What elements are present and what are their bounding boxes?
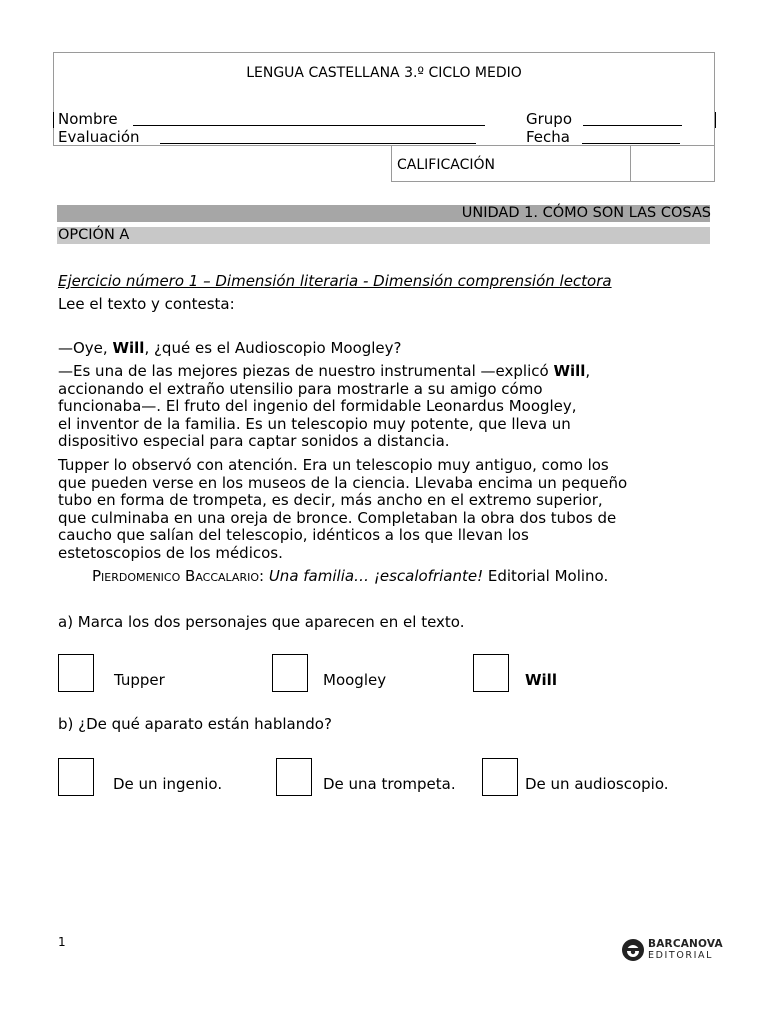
reading-line-4: funcionaba—. El fruto del ingenio del formidable Leonardus Moogley, (58, 397, 577, 416)
subject-title: LENGUA CASTELLANA 3.º CICLO MEDIO (246, 65, 522, 81)
citation-publisher: Editorial Molino. (487, 567, 609, 585)
option-label: OPCIÓN A (58, 227, 130, 243)
exercise-instruction: Lee el texto y contesta: (58, 295, 235, 313)
page-number: 1 (58, 935, 66, 949)
reading-p2-line-1: Tupper lo observó con atención. Era un telescopio muy antiguo, como los (58, 456, 609, 474)
left-tick (53, 112, 54, 128)
unit-title: UNIDAD 1. CÓMO SON LAS COSAS (461, 205, 711, 221)
evaluacion-label: Evaluación (58, 128, 140, 146)
exercise-heading: Ejercicio número 1 – Dimensión literaria - Dimensión comprensión lectora (58, 272, 612, 290)
reading-text: , (585, 362, 591, 380)
calificacion-grade-cell[interactable] (631, 146, 715, 181)
option-bar (57, 227, 710, 244)
reading-line-1 (58, 340, 718, 358)
citation-author: Pierdomenico Baccalario: (92, 567, 265, 585)
reading-line-2 (58, 363, 718, 381)
option-ingenio: De un ingenio. (113, 775, 223, 793)
checkbox-trompeta[interactable] (276, 758, 312, 796)
question-a: a) Marca los dos personajes que aparecen en el texto. (58, 613, 465, 631)
reading-text: —Oye, (58, 339, 113, 357)
option-audioscopio: De un audioscopio. (525, 775, 669, 793)
checkbox-will[interactable] (473, 654, 509, 692)
reading-p2-line-3: tubo en forma de trompeta, es decir, más ancho en el extremo superior, (58, 491, 603, 510)
option-trompeta: De una trompeta. (323, 775, 456, 793)
evaluacion-field[interactable] (160, 129, 476, 144)
reading-p2-line-6: estetoscopios de los médicos. (58, 544, 283, 562)
logo-text-bottom: EDITORIAL (648, 950, 713, 961)
citation (92, 567, 608, 585)
barcanova-logo-icon (621, 938, 645, 962)
character-will: Will (112, 339, 145, 357)
citation-work: Una familia… ¡escalofriante! (268, 567, 484, 585)
checkbox-ingenio[interactable] (58, 758, 94, 796)
publisher-logo (621, 938, 721, 962)
right-tick (715, 112, 716, 128)
reading-p2-line-4: que culminaba en una oreja de bronce. Completaban la obra dos tubos de (58, 508, 617, 527)
character-will: Will (553, 362, 586, 380)
reading-line-5: el inventor de la familia. Es un telescopio muy potente, que lleva un (58, 414, 571, 433)
calificacion-box (391, 146, 715, 182)
calificacion-label: CALIFICACIÓN (397, 157, 495, 173)
unit-bar (57, 205, 710, 222)
option-moogley: Moogley (323, 671, 387, 689)
checkbox-tupper[interactable] (58, 654, 94, 692)
reading-text: , ¿qué es el Audioscopio Moogley? (144, 339, 402, 357)
fecha-label: Fecha (526, 128, 570, 146)
question-b: b) ¿De qué aparato están hablando? (58, 715, 332, 733)
option-tupper: Tupper (114, 671, 165, 689)
checkbox-audioscopio[interactable] (482, 758, 518, 796)
option-will: Will (525, 671, 557, 689)
reading-p2-line-2: que pueden verse en los museos de la ciencia. Llevaba encima un pequeño (58, 473, 628, 492)
fecha-field[interactable] (582, 129, 680, 144)
reading-p2-line-5: caucho que salían del telescopio, idénticos a los que llevan los (58, 526, 529, 545)
checkbox-moogley[interactable] (272, 654, 308, 692)
nombre-field[interactable] (133, 111, 485, 126)
grupo-label: Grupo (526, 110, 572, 128)
reading-line-3: accionando el extraño utensilio para mostrarle a su amigo cómo (58, 379, 543, 398)
reading-line-6: dispositivo especial para captar sonidos a distancia. (58, 432, 450, 451)
grupo-field[interactable] (583, 111, 682, 126)
logo-text-top: BARCANOVA (648, 938, 723, 950)
nombre-label: Nombre (58, 110, 118, 128)
reading-text: —Es una de las mejores piezas de nuestro instrumental —explicó (58, 362, 554, 380)
